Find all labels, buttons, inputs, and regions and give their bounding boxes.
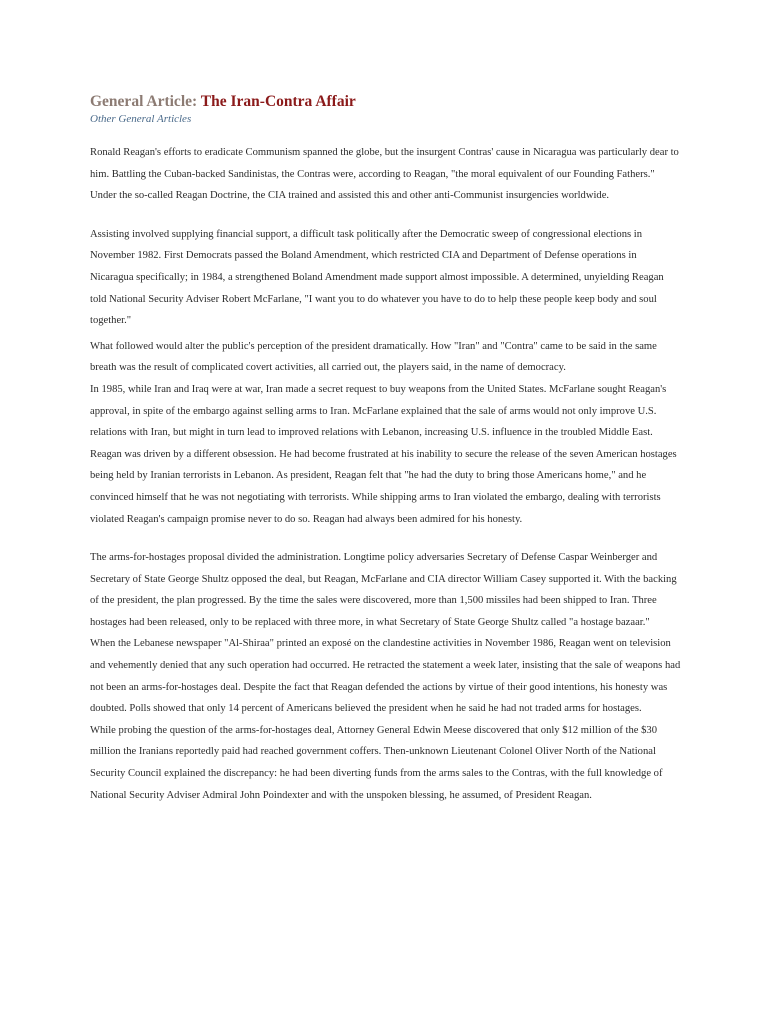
article-container: [90, 92, 682, 806]
other-articles-link[interactable]: Other General Articles: [90, 113, 192, 125]
paragraph-6: When the Lebanese newspaper "Al-Shiraa" printed an exposé on the clandestine activities in November 1986, Reagan went on television and vehemently denied that any such operation had occurred. He retracted the statement a week later, insisting that the sale of weapons had not been an arms-for-hostages deal. Despite the fact that Reagan defended the actions by virtue of their good intentions, his honesty was doubted. Polls showed that only 14 percent of Americans believed the president when he said he had not traded arms for hostages.: [90, 638, 681, 715]
heading-prefix: General Article:: [90, 93, 198, 110]
paragraph-5: The arms-for-hostages proposal divided the administration. Longtime policy adversaries Secretary of Defense Caspar Weinberger and Secretary of State George Shultz opposed the deal, but Reagan, McFarlane and CIA director William Casey supported it. With the backing of the president, the plan progressed. By the time the sales were discovered, more than 1,500 missiles had been shipped to Iran. Three hostages had been released, only to be replaced with three more, in what Secretary of State George Shultz called "a hostage bazaar.": [90, 552, 677, 628]
paragraph-2: Assisting involved supplying financial support, a difficult task politically after the Democratic sweep of congressional elections in November 1982. First Democrats passed the Boland Amendment, which restricted CIA and Department of Defense operations in Nicaragua specifically; in 1984, a strengthened Boland Amendment made support almost impossible. A determined, unyielding Reagan told National Security Adviser Robert McFarlane, "I want you to do whatever you have to do to help these people keep body and soul together.": [90, 228, 664, 327]
paragraph-7: While probing the question of the arms-for-hostages deal, Attorney General Edwin Meese discovered that only $12 million of the $30 million the Iranians reportedly paid had reached government coffers. Then-unknown Lieutenant Colonel Oliver North of the National Security Council explained the discrepancy: he had been diverting funds from the arms sales to the Contras, with the full knowledge of National Security Adviser Admiral John Poindexter and with the unspoken blessing, he assumed, of President Reagan.: [90, 724, 663, 801]
paragraph-4: In 1985, while Iran and Iraq were at war, Iran made a secret request to buy weapons from the United States. McFarlane sought Reagan's approval, in spite of the embargo against selling arms to Iran. McFarlane explained that the sale of arms would not only improve U.S. relations with Iran, but might in turn lead to improved relations with Lebanon, increasing U.S. influence in the troubled Middle East. Reagan was driven by a different obsession. He had become frustrated at his inability to secure the release of the seven American hostages being held by Iranian terrorists in Lebanon. As president, Reagan felt that "he had the duty to bring those Americans home," and he convinced himself that he was not negotiating with terrorists. While shipping arms to Iran violated the embargo, dealing with terrorists violated Reagan's campaign promise never to do so. Reagan had always been admired for his honesty.: [90, 383, 677, 525]
paragraph-1: Ronald Reagan's efforts to eradicate Communism spanned the globe, but the insurgent Contras' cause in Nicaragua was particularly dear to him. Battling the Cuban-backed Sandinistas, the Contras were, according to Reagan, "the moral equivalent of our Founding Fathers." Under the so-called Reagan Doctrine, the CIA trained and assisted this and other anti-Communist insurgencies worldwide.: [90, 147, 679, 202]
article-title: The Iran-Contra Affair: [200, 93, 356, 110]
article-heading: [90, 92, 682, 112]
paragraph-3: What followed would alter the public's perception of the president dramatically. How "Iran" and "Contra" came to be said in the same breath was the result of complicated covert activities, all carried out, the players said, in the name of democracy.: [90, 340, 657, 374]
